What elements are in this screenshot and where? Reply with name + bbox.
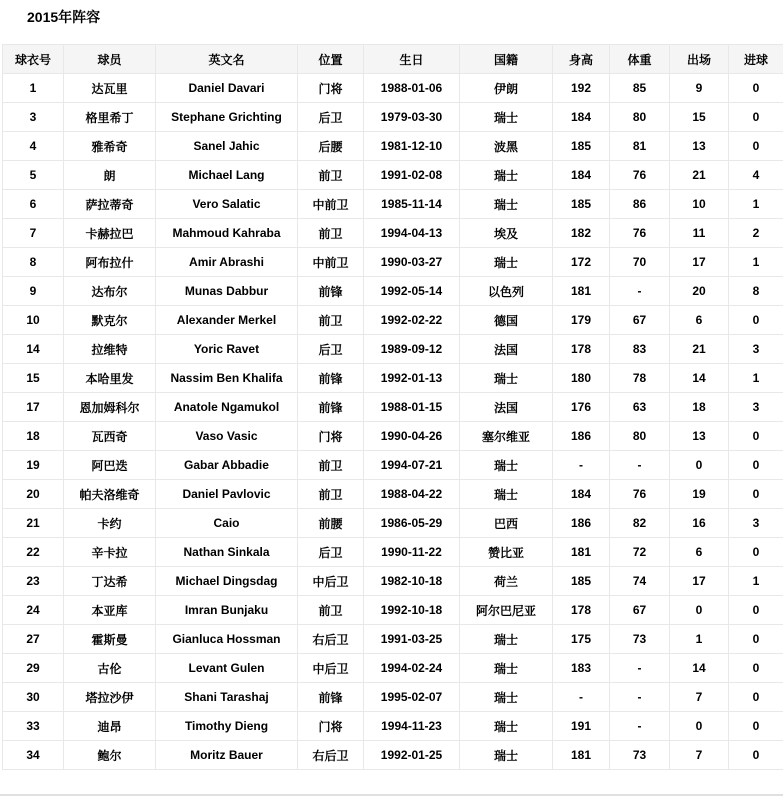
table-cell: 瑞士 <box>460 741 553 770</box>
table-cell: 荷兰 <box>460 567 553 596</box>
column-header-jersey-number: 球衣号 <box>3 45 64 74</box>
table-cell: 1991-03-25 <box>364 625 460 654</box>
table-cell: 1989-09-12 <box>364 335 460 364</box>
table-cell: 11 <box>670 219 729 248</box>
table-cell: 1981-12-10 <box>364 132 460 161</box>
page-title: 2015年阵容 <box>27 9 101 25</box>
table-cell: 1982-10-18 <box>364 567 460 596</box>
table-cell: 14 <box>670 654 729 683</box>
table-cell: 180 <box>553 364 610 393</box>
table-cell: 33 <box>3 712 64 741</box>
table-row <box>3 538 783 567</box>
table-cell: 卡赫拉巴 <box>64 219 156 248</box>
table-cell: 3 <box>729 335 783 364</box>
table-cell: 1988-04-22 <box>364 480 460 509</box>
table-cell: 以色列 <box>460 277 553 306</box>
table-cell: 178 <box>553 596 610 625</box>
table-cell: 7 <box>670 741 729 770</box>
table-row <box>3 625 783 654</box>
table-cell: 阿布拉什 <box>64 248 156 277</box>
table-cell: 172 <box>553 248 610 277</box>
table-cell: 184 <box>553 103 610 132</box>
table-cell: 185 <box>553 190 610 219</box>
table-cell: 15 <box>670 103 729 132</box>
table-row <box>3 74 783 103</box>
table-cell: 185 <box>553 132 610 161</box>
table-cell: 埃及 <box>460 219 553 248</box>
table-cell: 古伦 <box>64 654 156 683</box>
table-cell: 0 <box>729 596 783 625</box>
table-cell: 阿巴迭 <box>64 451 156 480</box>
table-cell: 1994-11-23 <box>364 712 460 741</box>
table-cell: 16 <box>670 509 729 538</box>
table-cell: 后腰 <box>298 132 364 161</box>
table-cell: 中后卫 <box>298 654 364 683</box>
table-cell: 15 <box>3 364 64 393</box>
table-row <box>3 364 783 393</box>
table-cell: 1979-03-30 <box>364 103 460 132</box>
table-cell: 74 <box>610 567 670 596</box>
table-cell: 赞比亚 <box>460 538 553 567</box>
table-row <box>3 480 783 509</box>
table-cell: 1994-04-13 <box>364 219 460 248</box>
table-cell: 76 <box>610 161 670 190</box>
table-cell: 14 <box>670 364 729 393</box>
table-row <box>3 567 783 596</box>
table-cell: Stephane Grichting <box>156 103 298 132</box>
table-cell: 0 <box>729 683 783 712</box>
table-cell: 186 <box>553 422 610 451</box>
table-cell: 20 <box>3 480 64 509</box>
table-cell: - <box>553 683 610 712</box>
table-cell: Nathan Sinkala <box>156 538 298 567</box>
table-cell: 181 <box>553 277 610 306</box>
table-cell: 1992-10-18 <box>364 596 460 625</box>
table-cell: 瑞士 <box>460 190 553 219</box>
table-cell: 2 <box>729 219 783 248</box>
table-cell: 阿尔巴尼亚 <box>460 596 553 625</box>
table-cell: 后卫 <box>298 103 364 132</box>
table-cell: 达布尔 <box>64 277 156 306</box>
table-cell: 72 <box>610 538 670 567</box>
table-cell: 0 <box>729 306 783 335</box>
table-cell: 朗 <box>64 161 156 190</box>
table-cell: 瓦西奇 <box>64 422 156 451</box>
table-cell: 瑞士 <box>460 161 553 190</box>
table-cell: 1 <box>3 74 64 103</box>
table-cell: 176 <box>553 393 610 422</box>
table-cell: 瑞士 <box>460 103 553 132</box>
table-cell: 24 <box>3 596 64 625</box>
table-cell: 3 <box>3 103 64 132</box>
table-cell: Moritz Bauer <box>156 741 298 770</box>
table-cell: 瑞士 <box>460 654 553 683</box>
table-cell: 0 <box>729 74 783 103</box>
table-cell: 塞尔维亚 <box>460 422 553 451</box>
table-cell: 1988-01-15 <box>364 393 460 422</box>
table-cell: 0 <box>729 480 783 509</box>
table-cell: 185 <box>553 567 610 596</box>
table-row <box>3 683 783 712</box>
table-cell: 1985-11-14 <box>364 190 460 219</box>
table-cell: 门将 <box>298 74 364 103</box>
table-cell: 181 <box>553 741 610 770</box>
column-header-weight: 体重 <box>610 45 670 74</box>
table-cell: 6 <box>670 306 729 335</box>
table-cell: 30 <box>3 683 64 712</box>
table-cell: 1994-07-21 <box>364 451 460 480</box>
table-cell: 80 <box>610 103 670 132</box>
table-cell: 0 <box>670 451 729 480</box>
table-cell: Imran Bunjaku <box>156 596 298 625</box>
table-row <box>3 161 783 190</box>
table-cell: 183 <box>553 654 610 683</box>
table-cell: 7 <box>3 219 64 248</box>
table-cell: 前腰 <box>298 509 364 538</box>
table-cell: 82 <box>610 509 670 538</box>
table-cell: 192 <box>553 74 610 103</box>
table-cell: 83 <box>610 335 670 364</box>
table-cell: 5 <box>3 161 64 190</box>
table-cell: 18 <box>670 393 729 422</box>
table-cell: 伊朗 <box>460 74 553 103</box>
table-cell: 21 <box>670 335 729 364</box>
table-cell: 6 <box>670 538 729 567</box>
table-cell: Nassim Ben Khalifa <box>156 364 298 393</box>
table-cell: 1988-01-06 <box>364 74 460 103</box>
table-cell: 霍斯曼 <box>64 625 156 654</box>
table-cell: 迪昂 <box>64 712 156 741</box>
table-cell: 191 <box>553 712 610 741</box>
table-cell: 76 <box>610 219 670 248</box>
table-cell: Vaso Vasic <box>156 422 298 451</box>
table-cell: 前卫 <box>298 480 364 509</box>
table-cell: 本哈里发 <box>64 364 156 393</box>
table-cell: 85 <box>610 74 670 103</box>
table-cell: 70 <box>610 248 670 277</box>
table-cell: 1992-05-14 <box>364 277 460 306</box>
table-cell: 瑞士 <box>460 364 553 393</box>
section-divider <box>0 794 783 796</box>
table-cell: 81 <box>610 132 670 161</box>
table-cell: 中前卫 <box>298 248 364 277</box>
table-cell: 瑞士 <box>460 712 553 741</box>
column-header-player: 球员 <box>64 45 156 74</box>
table-cell: Mahmoud Kahraba <box>156 219 298 248</box>
table-cell: Munas Dabbur <box>156 277 298 306</box>
table-cell: 0 <box>729 451 783 480</box>
table-row <box>3 509 783 538</box>
table-cell: 0 <box>729 654 783 683</box>
column-header-birthday: 生日 <box>364 45 460 74</box>
table-cell: 德国 <box>460 306 553 335</box>
table-cell: 4 <box>729 161 783 190</box>
table-row <box>3 596 783 625</box>
table-row <box>3 219 783 248</box>
table-row <box>3 393 783 422</box>
table-cell: 鲍尔 <box>64 741 156 770</box>
table-cell: 29 <box>3 654 64 683</box>
table-cell: 塔拉沙伊 <box>64 683 156 712</box>
table-cell: 186 <box>553 509 610 538</box>
table-cell: 达瓦里 <box>64 74 156 103</box>
table-cell: 波黑 <box>460 132 553 161</box>
table-cell: 13 <box>670 132 729 161</box>
table-cell: 19 <box>670 480 729 509</box>
table-cell: 86 <box>610 190 670 219</box>
table-row <box>3 306 783 335</box>
table-cell: 法国 <box>460 335 553 364</box>
table-cell: 雅希奇 <box>64 132 156 161</box>
table-cell: 瑞士 <box>460 451 553 480</box>
table-row <box>3 132 783 161</box>
table-cell: 3 <box>729 393 783 422</box>
squad-table <box>2 44 783 770</box>
table-cell: 0 <box>729 103 783 132</box>
table-cell: 门将 <box>298 422 364 451</box>
table-cell: - <box>610 277 670 306</box>
table-cell: 1 <box>729 364 783 393</box>
table-cell: 1990-04-26 <box>364 422 460 451</box>
table-cell: 本亚库 <box>64 596 156 625</box>
table-row <box>3 335 783 364</box>
table-cell: 1995-02-07 <box>364 683 460 712</box>
table-cell: - <box>610 712 670 741</box>
table-cell: 19 <box>3 451 64 480</box>
table-cell: Yoric Ravet <box>156 335 298 364</box>
table-cell: Daniel Pavlovic <box>156 480 298 509</box>
table-cell: 1 <box>729 567 783 596</box>
table-cell: 辛卡拉 <box>64 538 156 567</box>
table-cell: 9 <box>3 277 64 306</box>
table-cell: 34 <box>3 741 64 770</box>
table-cell: 73 <box>610 741 670 770</box>
table-cell: 1994-02-24 <box>364 654 460 683</box>
table-cell: 4 <box>3 132 64 161</box>
table-cell: Vero Salatic <box>156 190 298 219</box>
table-cell: 卡约 <box>64 509 156 538</box>
table-cell: Alexander Merkel <box>156 306 298 335</box>
table-cell: 17 <box>670 248 729 277</box>
table-cell: 21 <box>3 509 64 538</box>
table-cell: 帕夫洛维奇 <box>64 480 156 509</box>
table-cell: 后卫 <box>298 538 364 567</box>
table-cell: Amir Abrashi <box>156 248 298 277</box>
column-header-height: 身高 <box>553 45 610 74</box>
table-cell: Sanel Jahic <box>156 132 298 161</box>
table-cell: 前卫 <box>298 596 364 625</box>
table-cell: 中后卫 <box>298 567 364 596</box>
table-cell: 17 <box>670 567 729 596</box>
table-cell: 179 <box>553 306 610 335</box>
table-cell: 7 <box>670 683 729 712</box>
table-cell: 瑞士 <box>460 480 553 509</box>
table-cell: Daniel Davari <box>156 74 298 103</box>
table-cell: 184 <box>553 161 610 190</box>
table-row <box>3 654 783 683</box>
table-cell: 1990-11-22 <box>364 538 460 567</box>
table-cell: 0 <box>729 741 783 770</box>
table-cell: 前锋 <box>298 683 364 712</box>
table-cell: 中前卫 <box>298 190 364 219</box>
table-cell: Timothy Dieng <box>156 712 298 741</box>
table-cell: 右后卫 <box>298 741 364 770</box>
table-cell: 1 <box>729 248 783 277</box>
table-cell: Michael Dingsdag <box>156 567 298 596</box>
table-cell: 14 <box>3 335 64 364</box>
table-cell: 拉维特 <box>64 335 156 364</box>
table-cell: 0 <box>729 422 783 451</box>
table-body <box>3 74 783 770</box>
table-cell: 0 <box>729 538 783 567</box>
table-cell: 瑞士 <box>460 683 553 712</box>
table-cell: 0 <box>670 712 729 741</box>
table-cell: Anatole Ngamukol <box>156 393 298 422</box>
table-cell: 1992-02-22 <box>364 306 460 335</box>
table-row <box>3 103 783 132</box>
table-cell: 前锋 <box>298 393 364 422</box>
table-cell: 前卫 <box>298 219 364 248</box>
column-header-position: 位置 <box>298 45 364 74</box>
table-cell: Gabar Abbadie <box>156 451 298 480</box>
table-cell: 恩加姆科尔 <box>64 393 156 422</box>
table-cell: 18 <box>3 422 64 451</box>
table-cell: 67 <box>610 306 670 335</box>
column-header-goals: 进球 <box>729 45 783 74</box>
table-cell: 0 <box>729 712 783 741</box>
table-cell: 0 <box>729 625 783 654</box>
table-cell: 175 <box>553 625 610 654</box>
table-cell: 80 <box>610 422 670 451</box>
table-cell: Shani Tarashaj <box>156 683 298 712</box>
table-row <box>3 422 783 451</box>
table-cell: 1990-03-27 <box>364 248 460 277</box>
table-cell: 瑞士 <box>460 248 553 277</box>
table-cell: - <box>610 683 670 712</box>
table-cell: 76 <box>610 480 670 509</box>
table-cell: 63 <box>610 393 670 422</box>
table-cell: 1992-01-25 <box>364 741 460 770</box>
table-cell: 前锋 <box>298 364 364 393</box>
table-cell: 20 <box>670 277 729 306</box>
table-row <box>3 248 783 277</box>
table-cell: 27 <box>3 625 64 654</box>
table-row <box>3 277 783 306</box>
table-cell: 6 <box>3 190 64 219</box>
table-cell: 瑞士 <box>460 625 553 654</box>
table-cell: 21 <box>670 161 729 190</box>
table-cell: 10 <box>3 306 64 335</box>
table-cell: 22 <box>3 538 64 567</box>
table-cell: Caio <box>156 509 298 538</box>
table-cell: 8 <box>729 277 783 306</box>
table-cell: 73 <box>610 625 670 654</box>
column-header-english-name: 英文名 <box>156 45 298 74</box>
table-cell: 9 <box>670 74 729 103</box>
table-cell: Gianluca Hossman <box>156 625 298 654</box>
table-cell: 67 <box>610 596 670 625</box>
table-cell: 0 <box>670 596 729 625</box>
table-cell: 前锋 <box>298 277 364 306</box>
table-cell: 178 <box>553 335 610 364</box>
table-row <box>3 190 783 219</box>
table-cell: 1992-01-13 <box>364 364 460 393</box>
table-cell: 184 <box>553 480 610 509</box>
page <box>0 8 783 796</box>
table-cell: 右后卫 <box>298 625 364 654</box>
table-row <box>3 712 783 741</box>
table-cell: 巴西 <box>460 509 553 538</box>
column-header-nationality: 国籍 <box>460 45 553 74</box>
table-cell: 182 <box>553 219 610 248</box>
table-cell: 10 <box>670 190 729 219</box>
table-cell: 23 <box>3 567 64 596</box>
table-cell: 后卫 <box>298 335 364 364</box>
table-cell: 萨拉蒂奇 <box>64 190 156 219</box>
table-cell: 格里希丁 <box>64 103 156 132</box>
table-cell: 丁达希 <box>64 567 156 596</box>
table-cell: Levant Gulen <box>156 654 298 683</box>
table-cell: 3 <box>729 509 783 538</box>
table-cell: 0 <box>729 132 783 161</box>
table-cell: 181 <box>553 538 610 567</box>
table-cell: 78 <box>610 364 670 393</box>
table-row <box>3 741 783 770</box>
table-cell: 13 <box>670 422 729 451</box>
table-cell: 前卫 <box>298 306 364 335</box>
table-row <box>3 451 783 480</box>
table-cell: 1986-05-29 <box>364 509 460 538</box>
table-cell: 17 <box>3 393 64 422</box>
table-cell: 1 <box>670 625 729 654</box>
table-cell: 前卫 <box>298 161 364 190</box>
table-cell: Michael Lang <box>156 161 298 190</box>
table-cell: - <box>610 654 670 683</box>
table-cell: - <box>553 451 610 480</box>
table-header-row <box>3 45 783 74</box>
table-cell: - <box>610 451 670 480</box>
table-cell: 门将 <box>298 712 364 741</box>
column-header-appearances: 出场 <box>670 45 729 74</box>
table-cell: 法国 <box>460 393 553 422</box>
table-cell: 8 <box>3 248 64 277</box>
table-cell: 默克尔 <box>64 306 156 335</box>
table-cell: 1 <box>729 190 783 219</box>
table-cell: 前卫 <box>298 451 364 480</box>
table-cell: 1991-02-08 <box>364 161 460 190</box>
